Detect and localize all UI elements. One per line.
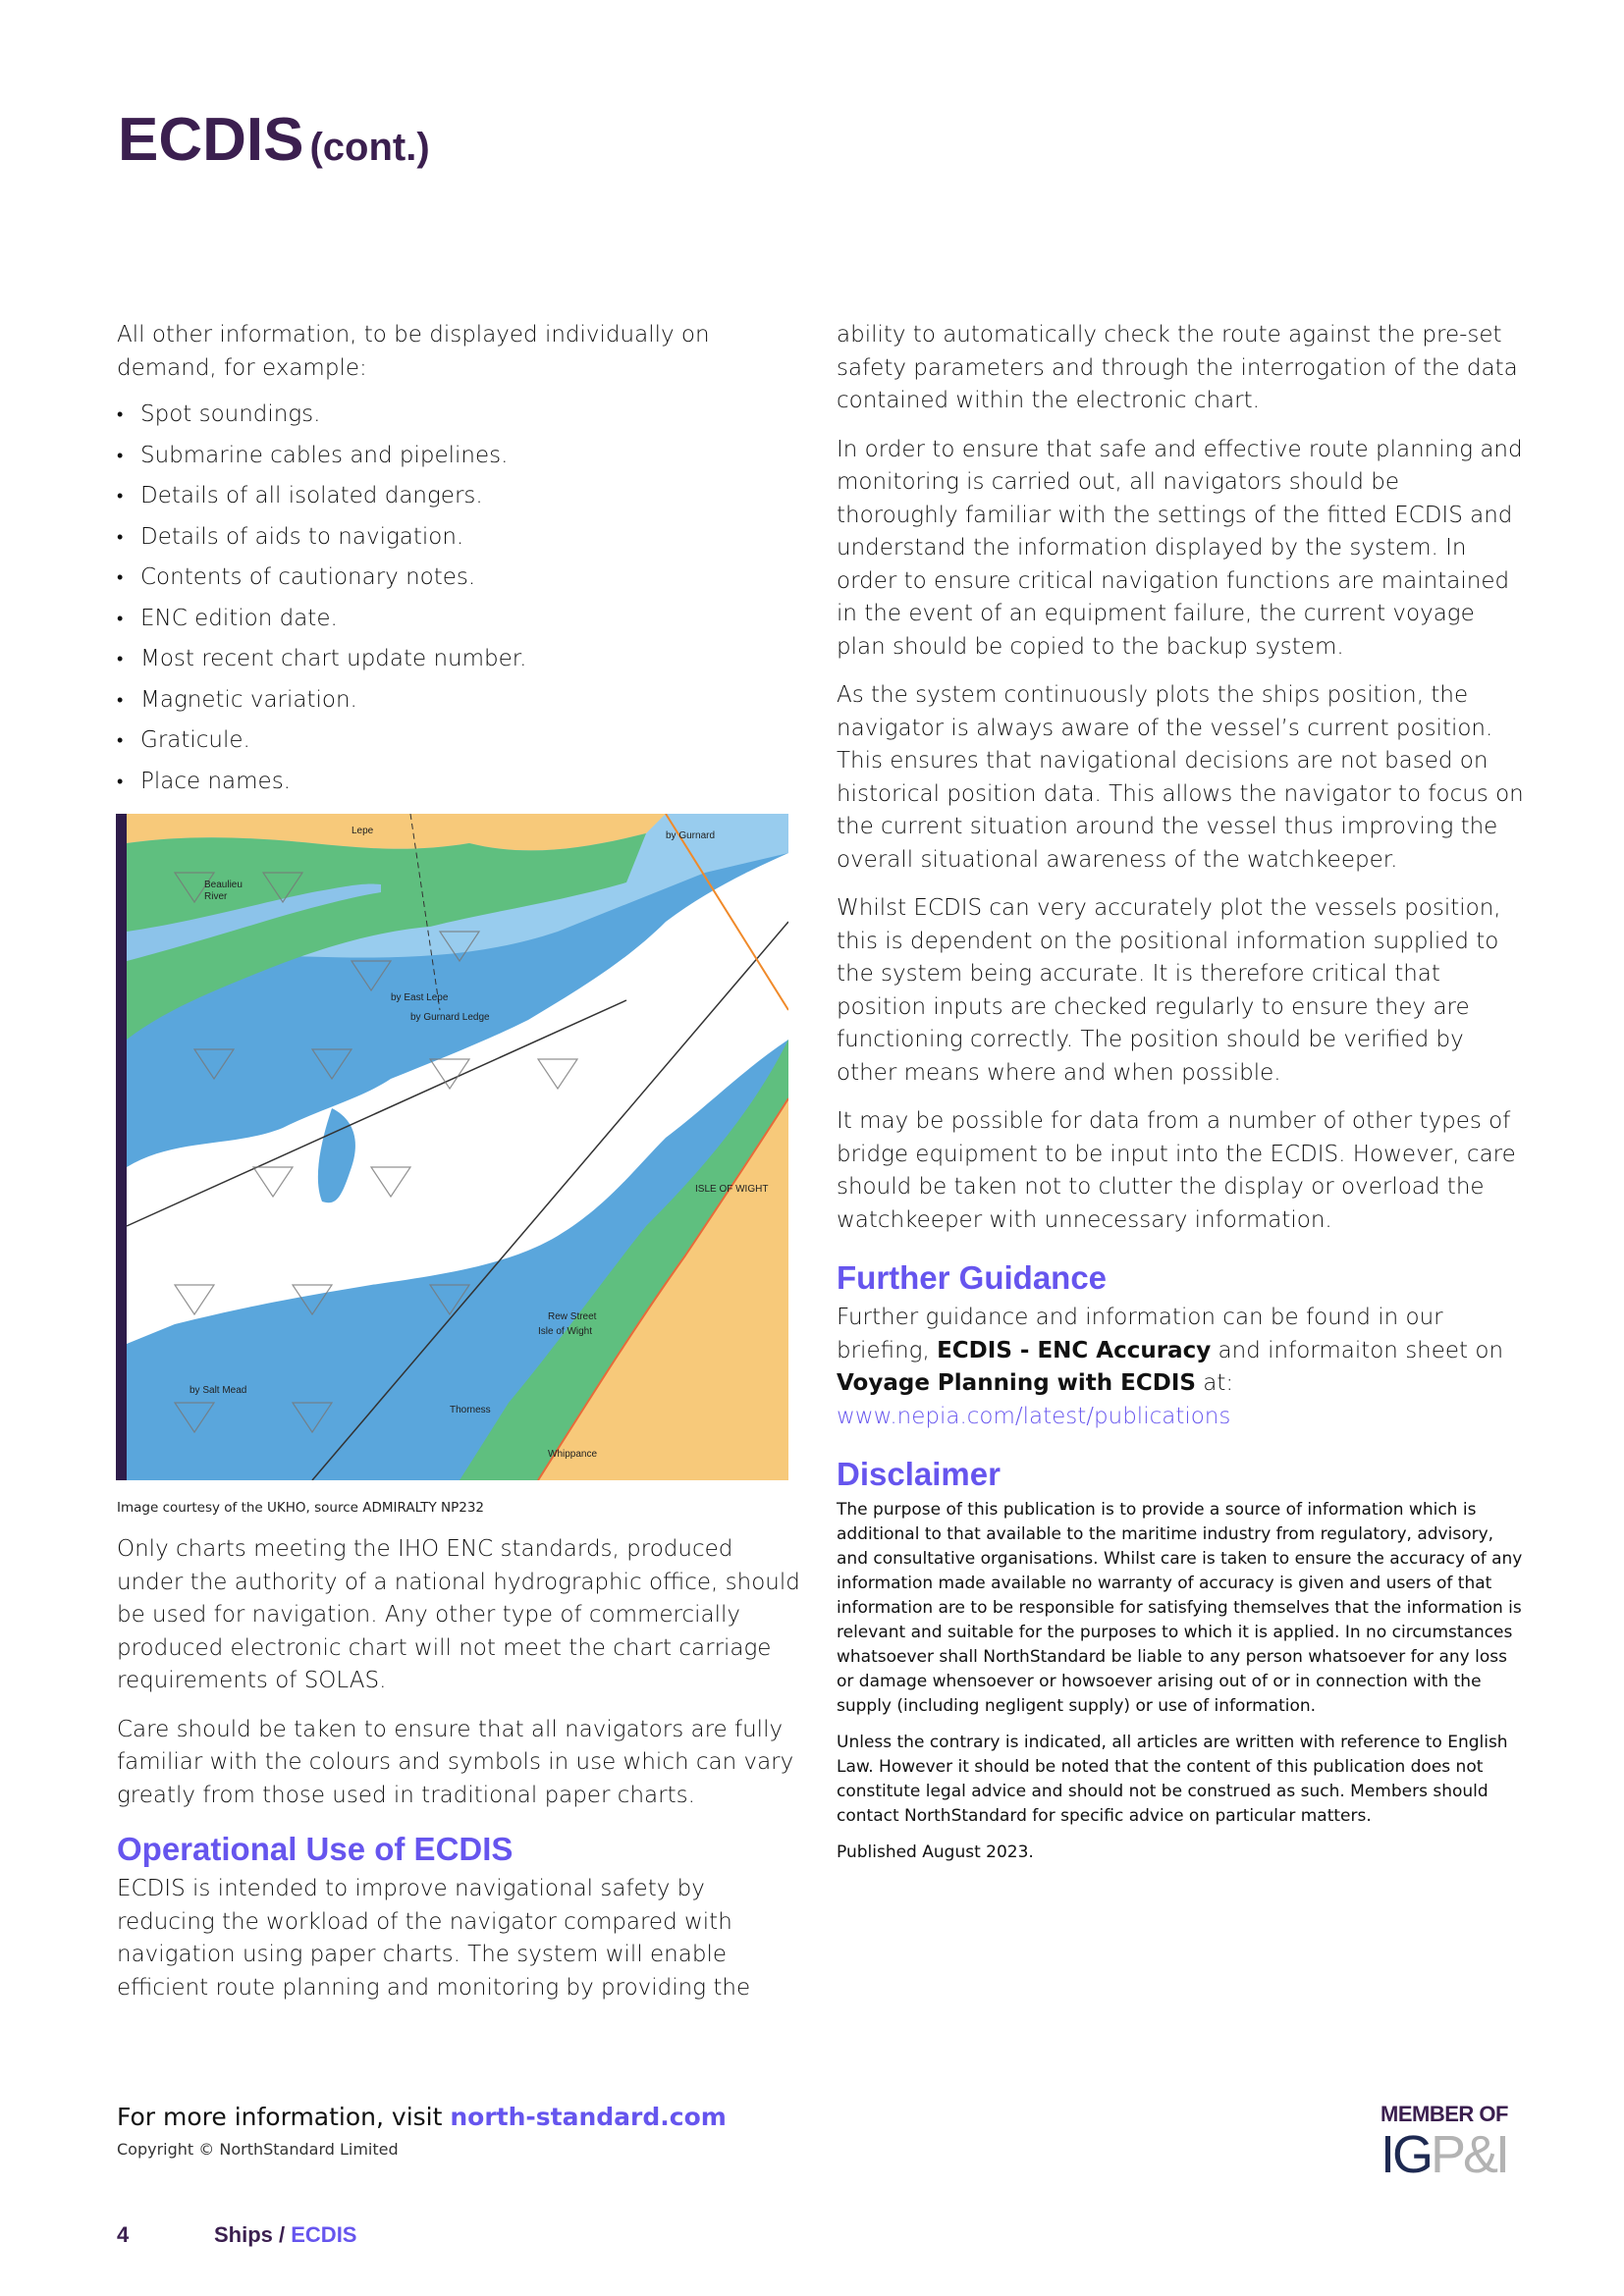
paragraph: Only charts meeting the IHO ENC standards, produced under the authority of a national hydrographic office, should be used for navigation. Any other type of commercially produced electronic chart will not meet the chart carriage requirements of SOLAS. bbox=[117, 1536, 800, 1693]
further-guidance-paragraph bbox=[837, 1302, 1524, 1433]
svg-text:Thorness: Thorness bbox=[450, 1405, 491, 1415]
svg-text:Beaulieu: Beaulieu bbox=[204, 880, 243, 890]
text: and informaiton sheet on bbox=[1211, 1337, 1504, 1363]
page-title bbox=[118, 106, 430, 174]
list-item: • Magnetic variation. bbox=[117, 680, 804, 721]
breadcrumb bbox=[214, 2222, 357, 2248]
page-title-suffix: (cont.) bbox=[309, 126, 430, 169]
list-item: • Most recent chart update number. bbox=[117, 639, 804, 680]
text: Further guidance and information can be found in our briefing, bbox=[837, 1305, 1443, 1363]
svg-text:by Gurnard Ledge: by Gurnard Ledge bbox=[410, 1012, 490, 1023]
paragraph: It may be possible for data from a number of other types of bridge equipment to be input into the ECDIS. However, care should be taken not to clutter the display or overload the watchkeeper with unnecessary information. bbox=[837, 1108, 1516, 1233]
list-item: • Spot soundings. bbox=[117, 395, 804, 436]
page-number: 4 bbox=[117, 2222, 130, 2247]
svg-text:Rew Street: Rew Street bbox=[548, 1311, 597, 1322]
copyright: Copyright © NorthStandard Limited bbox=[117, 2140, 399, 2159]
list-item: • Graticule. bbox=[117, 721, 804, 762]
disclaimer-paragraph: Unless the contrary is indicated, all articles are written with reference to English Law. However it should be noted that the content of this publication does not constitute legal advice and should not be construed as such. Members should contact NorthStandard for specific advice on particular matters. bbox=[837, 1733, 1508, 1826]
paragraph: As the system continuously plots the ships position, the navigator is always aware of the vessel’s current position. This ensures that navigational decisions are not based on historical position data. This allows the navigator to focus on the current situation around the vessel thus improving the overall situational awareness of the watchkeeper. bbox=[837, 682, 1524, 873]
logo-pi: P&I bbox=[1431, 2125, 1508, 2184]
left-column-lower bbox=[117, 1533, 804, 2020]
figure-accent-bar bbox=[116, 814, 127, 1480]
logo-igpi bbox=[1380, 2127, 1528, 2182]
svg-text:by East Lepe: by East Lepe bbox=[391, 992, 449, 1003]
svg-text:Whippance: Whippance bbox=[548, 1449, 598, 1460]
nautical-chart-image bbox=[116, 814, 788, 1480]
list-item: • Details of all isolated dangers. bbox=[117, 476, 804, 517]
north-standard-link[interactable]: north-standard.com bbox=[450, 2103, 727, 2131]
page-title-main: ECDIS bbox=[118, 106, 304, 174]
svg-text:ISLE OF WIGHT: ISLE OF WIGHT bbox=[695, 1184, 769, 1195]
section-heading-disclaimer: Disclaimer bbox=[837, 1456, 1001, 1492]
breadcrumb-parent[interactable]: Ships bbox=[214, 2222, 273, 2247]
paragraph: Care should be taken to ensure that all navigators are fully familiar with the colours and symbols in use which can vary greatly from those used in traditional paper charts. bbox=[117, 1716, 794, 1808]
svg-text:by Gurnard: by Gurnard bbox=[666, 830, 716, 841]
right-column bbox=[837, 319, 1524, 1877]
list-item: • Submarine cables and pipelines. bbox=[117, 436, 804, 477]
list-item: • Contents of cautionary notes. bbox=[117, 558, 804, 599]
briefing-title: ECDIS - ENC Accuracy bbox=[937, 1337, 1212, 1363]
list-item: • Place names. bbox=[117, 762, 804, 803]
section-heading-operational-use: Operational Use of ECDIS bbox=[117, 1831, 514, 1867]
footer-info-text: For more information, visit bbox=[117, 2103, 451, 2131]
disclaimer-block bbox=[837, 1498, 1524, 1865]
info-sheet-title: Voyage Planning with ECDIS bbox=[837, 1370, 1196, 1396]
svg-text:Lepe: Lepe bbox=[352, 826, 374, 836]
svg-text:Isle of Wight: Isle of Wight bbox=[538, 1326, 593, 1337]
info-bullet-list bbox=[117, 395, 804, 802]
logo-member-of: MEMBER OF bbox=[1380, 2102, 1508, 2126]
list-item: • ENC edition date. bbox=[117, 599, 804, 640]
figure-caption: Image courtesy of the UKHO, source ADMIRALTY NP232 bbox=[117, 1500, 485, 1516]
list-item: • Details of aids to navigation. bbox=[117, 517, 804, 559]
text: at: bbox=[1195, 1370, 1234, 1396]
published-date: Published August 2023. bbox=[837, 1842, 1034, 1862]
svg-text:River: River bbox=[204, 891, 228, 902]
paragraph: ECDIS is intended to improve navigational safety by reducing the workload of the navigator compared with navigation using paper charts. The system will enable efficient route planning and monitoring by providing the bbox=[117, 1876, 751, 2001]
left-column bbox=[117, 319, 804, 802]
intro-paragraph: All other information, to be displayed individually on demand, for example: bbox=[117, 322, 710, 381]
logo-ig: IG bbox=[1380, 2125, 1432, 2184]
chart-illustration bbox=[116, 814, 788, 1480]
section-heading-further-guidance: Further Guidance bbox=[837, 1259, 1108, 1296]
igpi-member-logo bbox=[1380, 2102, 1528, 2182]
svg-text:by Salt Mead: by Salt Mead bbox=[189, 1385, 247, 1396]
disclaimer-paragraph: The purpose of this publication is to provide a source of information which is additional to that available to the maritime industry from regulatory, advisory, and consultative organisations. Whilst care is taken to ensure the accuracy of any information made available no warranty of accuracy is given and users of that information are to be responsible for satisfying themselves that the information is relevant and suitable for the purposes to which it is applied. In no circumstances whatsoever shall NorthStandard be liable to any person whatsoever for any loss or damage whensoever or howsoever arising out of or in connection with the supply (including negligent supply) or use of information. bbox=[837, 1500, 1523, 1716]
publications-link[interactable]: www.nepia.com/latest/publications bbox=[837, 1403, 1231, 1429]
breadcrumb-current: ECDIS bbox=[291, 2222, 357, 2247]
footer-info bbox=[117, 2103, 727, 2131]
paragraph: Whilst ECDIS can very accurately plot the vessels position, this is dependent on the positional information supplied to the system being accurate. It is therefore critical that position inputs are checked regularly to ensure they are functioning correctly. The position should be verified by other means where and when possible. bbox=[837, 895, 1501, 1086]
paragraph: ability to automatically check the route against the pre-set safety parameters and through the interrogation of the data contained within the electronic chart. bbox=[837, 322, 1518, 413]
paragraph: In order to ensure that safe and effective route planning and monitoring is carried out, all navigators should be thoroughly familiar with the settings of the fitted ECDIS and understand the information displayed by the system. In order to ensure critical navigation functions are maintained in the event of an equipment failure, the current voyage plan should be copied to the backup system. bbox=[837, 436, 1523, 660]
breadcrumb-separator: / bbox=[272, 2222, 292, 2247]
